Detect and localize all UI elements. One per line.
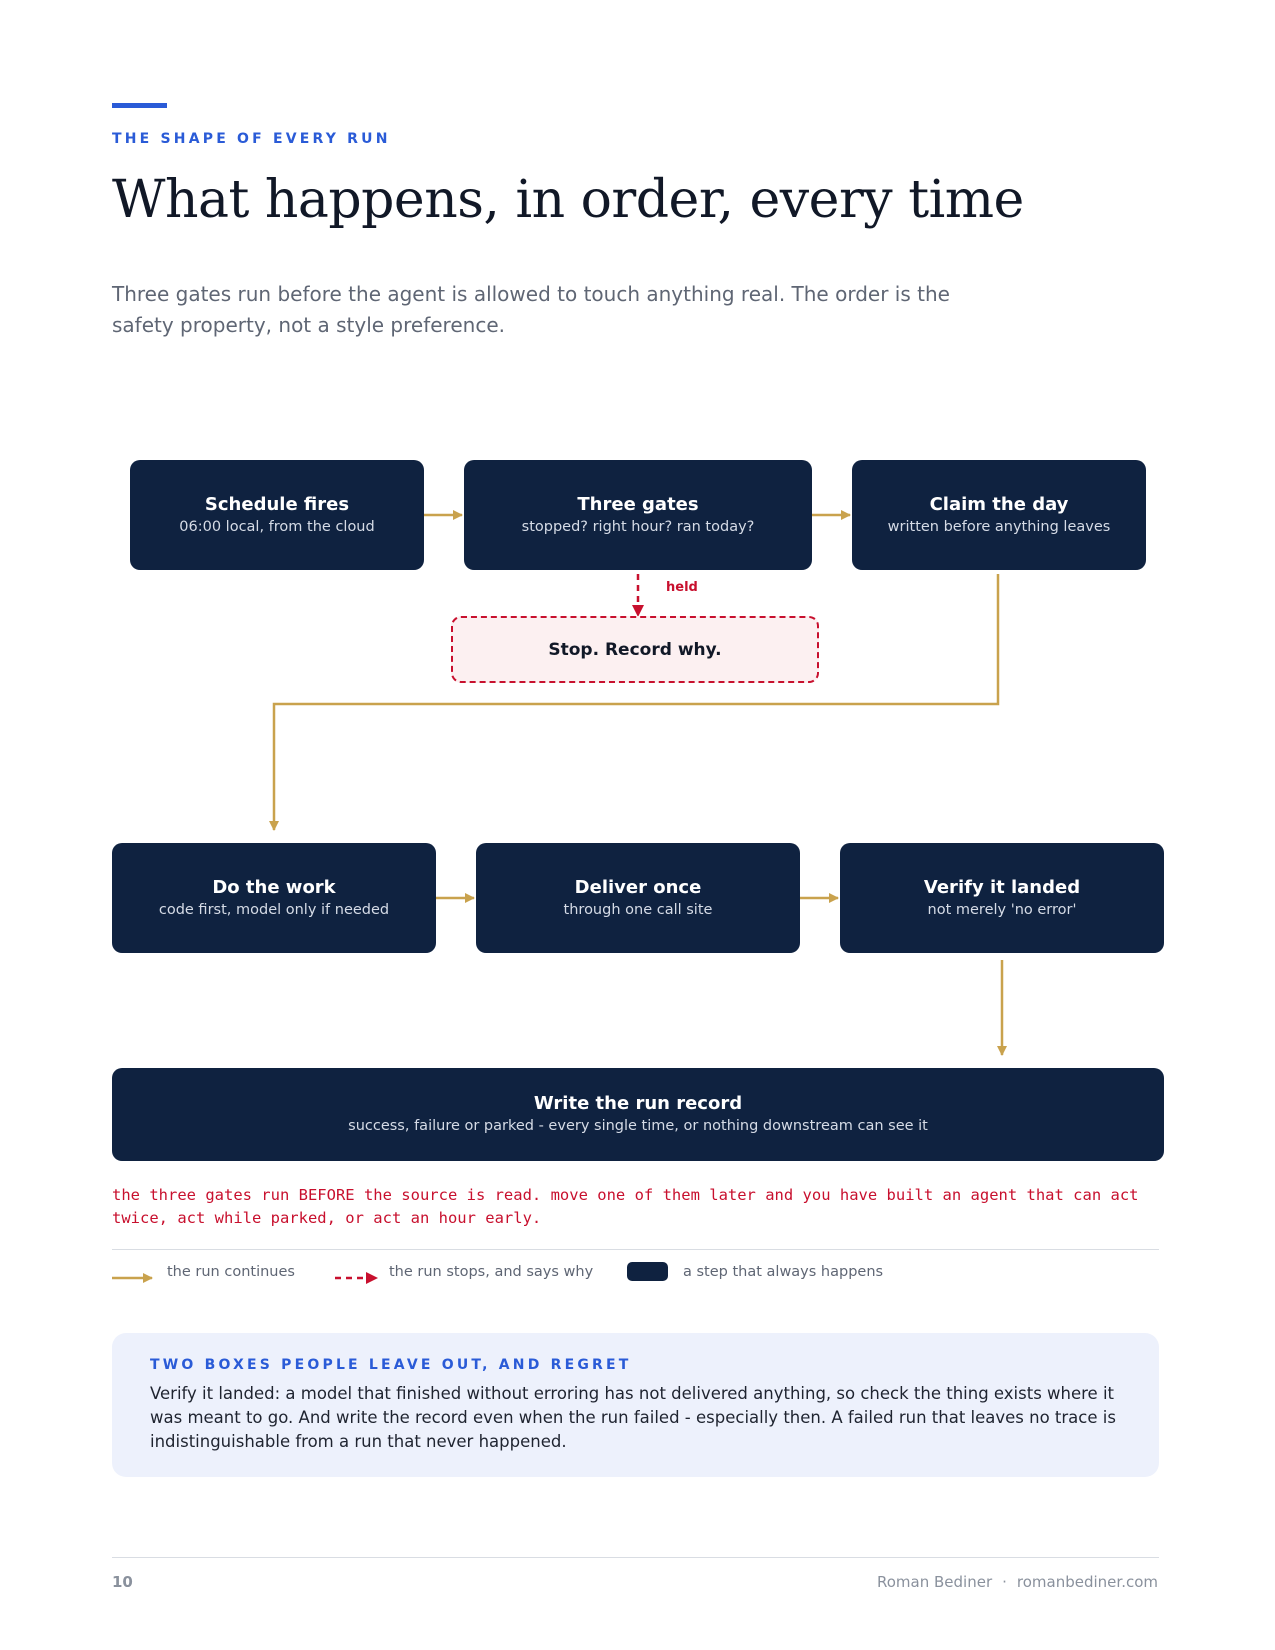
step-subtitle: written before anything leaves <box>887 518 1111 535</box>
legend-continues-label: the run continues <box>167 1264 295 1280</box>
footer-author: Roman Bediner <box>877 1573 993 1591</box>
intro-paragraph: Three gates run before the agent is allowed to touch anything real. The order is the safety property, not a style preference. <box>112 282 950 337</box>
step-schedule-fires <box>130 460 424 570</box>
legend-step-label: a step that always happens <box>683 1264 884 1280</box>
step-title: Deliver once <box>574 876 702 898</box>
legend-stops-label: the run stops, and says why <box>389 1264 594 1280</box>
step-subtitle: 06:00 local, from the cloud <box>179 518 375 535</box>
footer-site: romanbediner.com <box>1016 1573 1158 1591</box>
step-do-the-work <box>112 843 436 953</box>
step-title: Do the work <box>212 876 336 898</box>
step-claim-the-day <box>852 460 1146 570</box>
stop-record-why-box: Stop. Record why. <box>451 616 819 683</box>
step-deliver-once <box>476 843 800 953</box>
step-subtitle: success, failure or parked - every single time, or nothing downstream can see it <box>348 1118 928 1134</box>
arrow-claim-to-work <box>274 574 998 830</box>
footer-separator: · <box>1002 1573 1007 1591</box>
legend-divider <box>112 1249 1159 1250</box>
step-subtitle: stopped? right hour? ran today? <box>521 518 755 535</box>
held-label: held <box>666 580 698 595</box>
section-eyebrow: THE SHAPE OF EVERY RUN <box>112 131 391 147</box>
step-title: Verify it landed <box>923 876 1081 898</box>
step-subtitle: through one call site <box>563 901 713 918</box>
step-verify-it-landed <box>840 843 1164 953</box>
page-title: What happens, in order, every time <box>112 170 1024 230</box>
step-subtitle: code first, model only if needed <box>158 901 390 918</box>
callout-heading: TWO BOXES PEOPLE LEAVE OUT, AND REGRET <box>150 1357 632 1373</box>
step-title: Claim the day <box>929 493 1069 515</box>
callout-body: Verify it landed: a model that finished without erroring has not delivered anything, so check the thing exists where it was meant to go. And write the record even when the run failed - especially then. A failed run that leaves no trace is indistinguishable from a run that never happened. <box>150 1384 1116 1451</box>
step-three-gates <box>464 460 812 570</box>
step-title: Three gates <box>577 493 699 515</box>
step-subtitle: not merely 'no error' <box>927 901 1077 918</box>
footer-divider <box>112 1557 1159 1558</box>
footer-credit <box>877 1573 1158 1591</box>
gates-warning-note: the three gates run BEFORE the source is read. move one of them later and you have built an agent that can act twice, act while parked, or act an hour early. <box>112 1186 1139 1227</box>
step-title: Schedule fires <box>204 493 350 515</box>
step-title: Write the run record <box>533 1093 743 1114</box>
page-number: 10 <box>112 1573 133 1591</box>
step-write-run-record <box>112 1068 1164 1161</box>
callout-box <box>112 1333 1159 1477</box>
legend-step-swatch <box>627 1262 668 1281</box>
